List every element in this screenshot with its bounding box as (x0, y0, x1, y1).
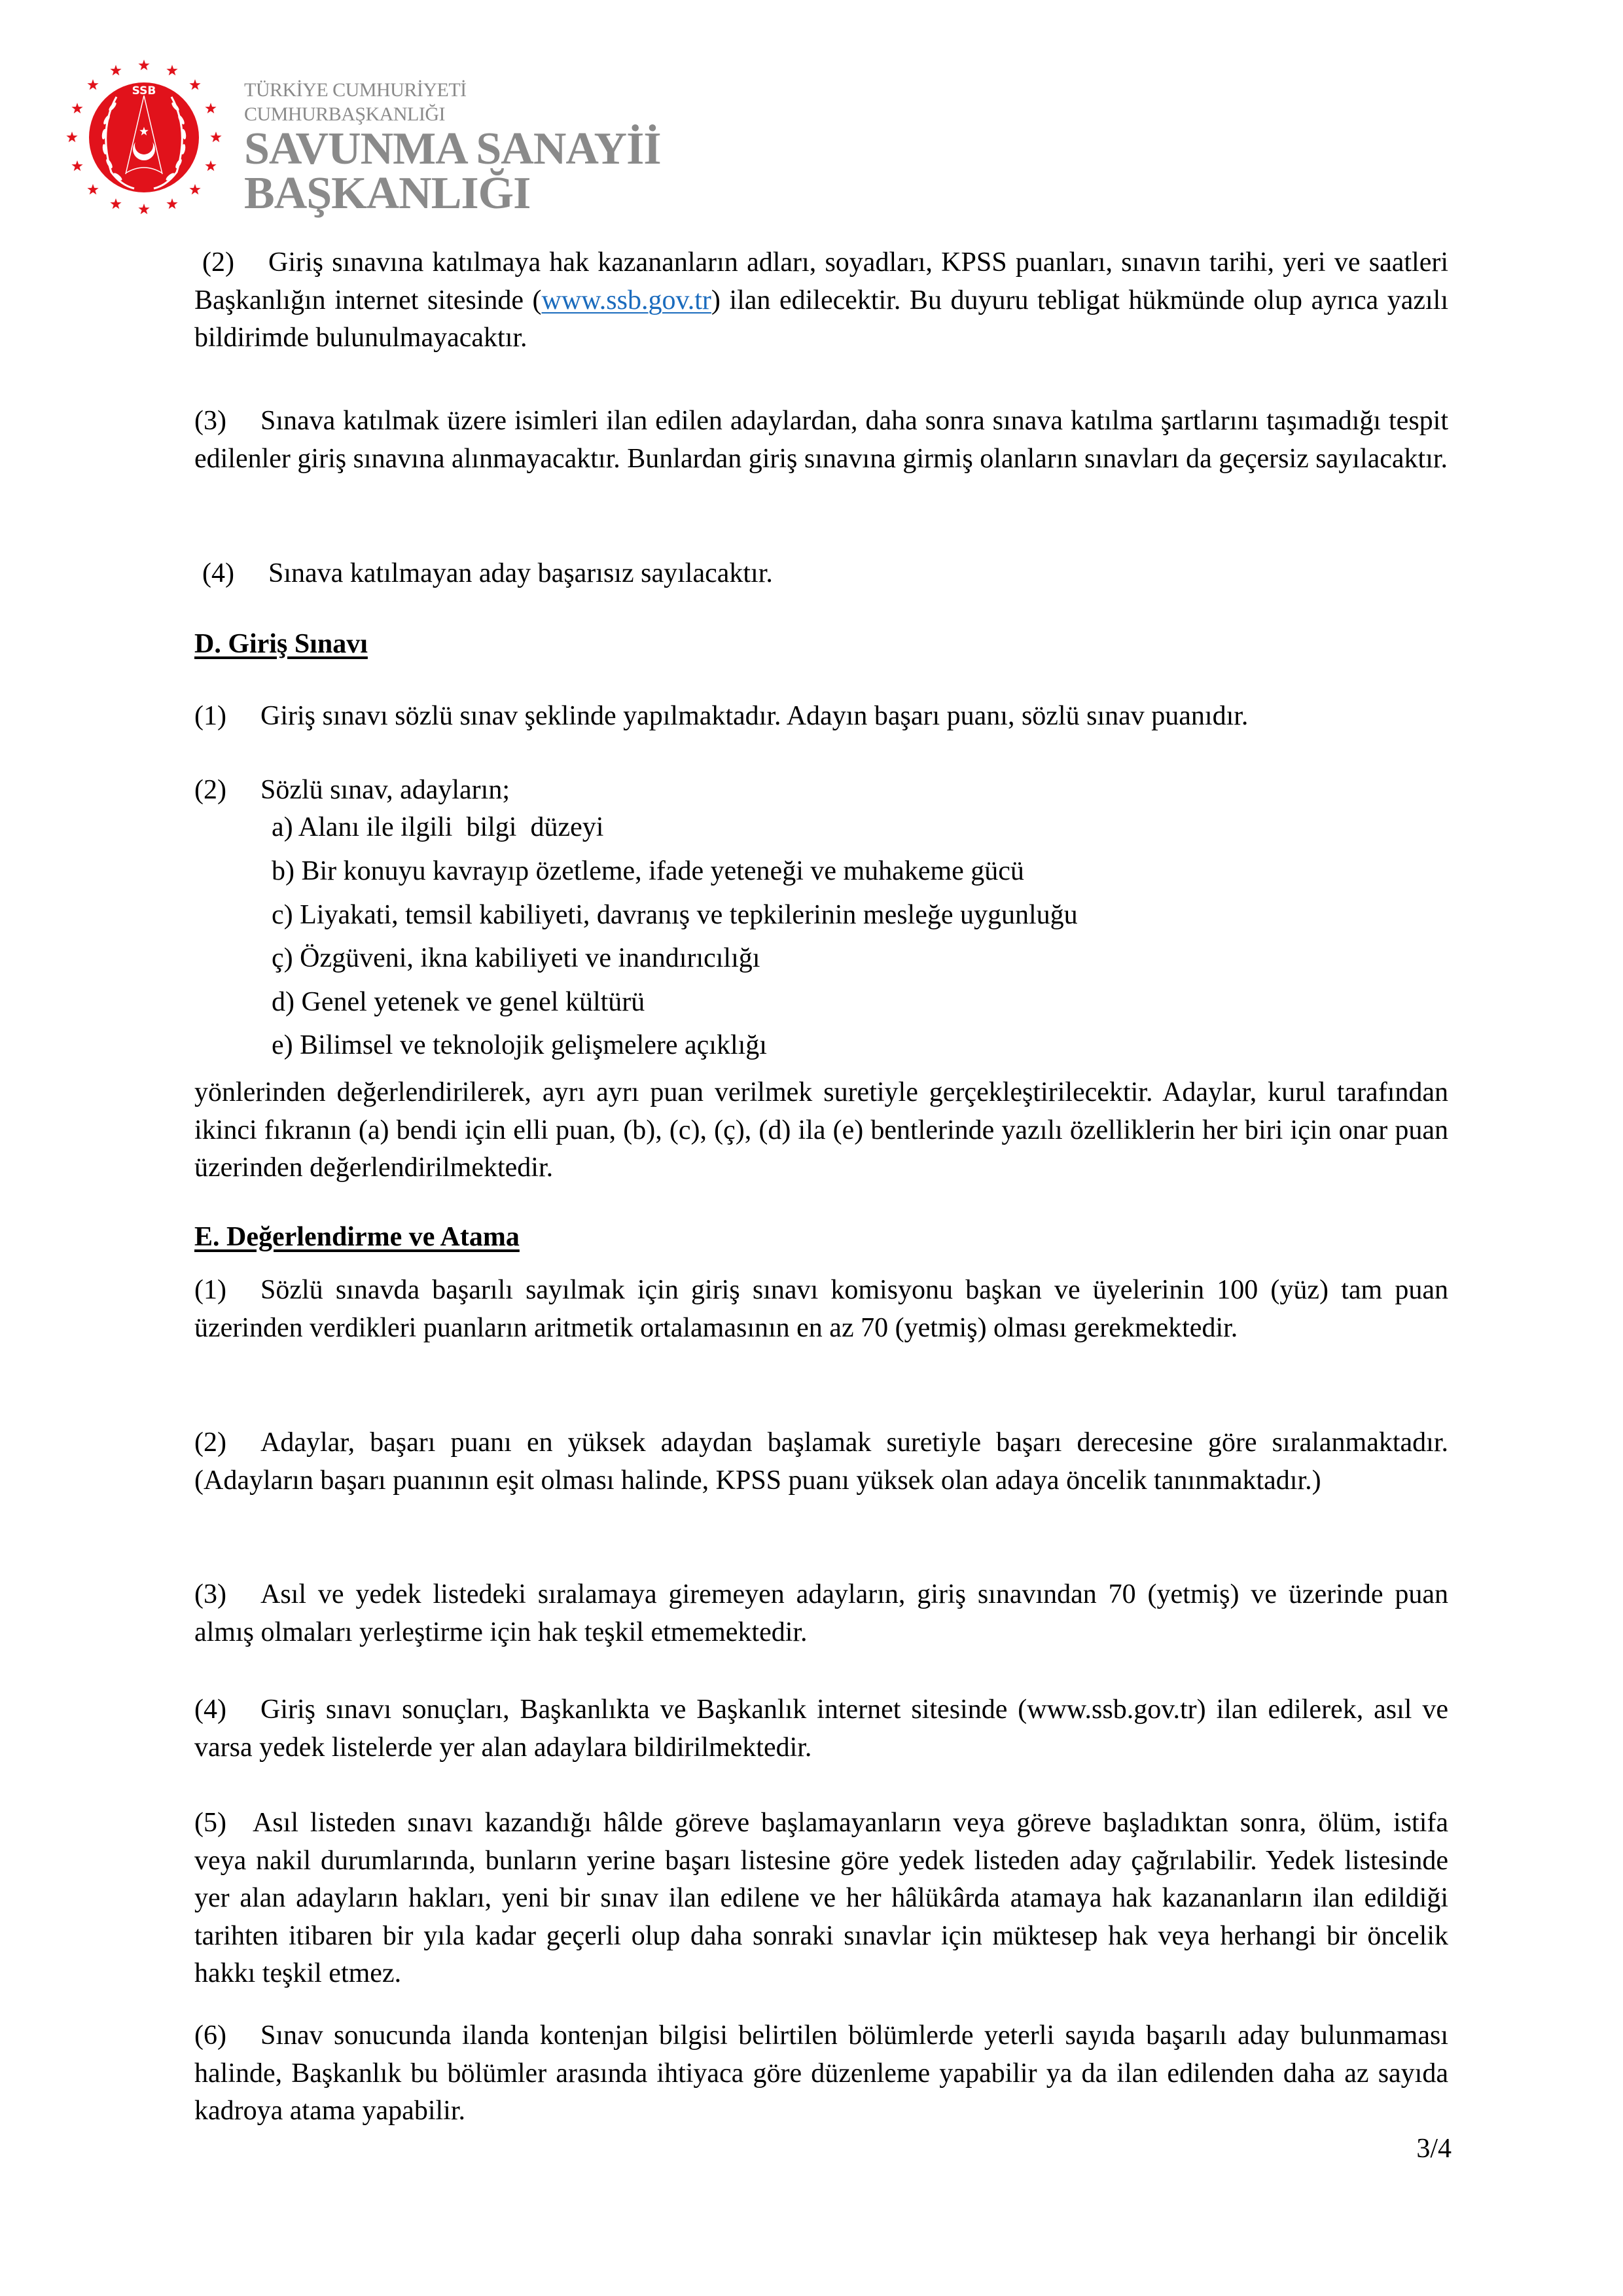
paragraph-number: (4) (202, 558, 234, 588)
paragraph-text: Giriş sınavı sonuçları, Başkanlıkta ve Başkanlık internet sitesinde (www.ssb.gov.tr) ilan edilerek, asıl ve varsa yedek listelerde yer alan adaylara bildirilmektedir. (194, 1695, 1448, 1763)
criteria-item-e: e) Bilimsel ve teknolojik gelişmelere açıklığı (272, 1030, 767, 1060)
ssb-emblem-icon (65, 58, 223, 215)
paragraph-d2-intro (194, 772, 1448, 810)
paragraph-number: (2) (194, 1427, 226, 1458)
paragraph-text: Asıl ve yedek listedeki sıralamaya giremeyen adayların, giriş sınavından 70 (yetmiş) ve üzerinde puan almış olmaları yerleştirme için hak teşkil etmemektedir. (194, 1579, 1448, 1647)
criteria-item-d: d) Genel yetenek ve genel kültürü (272, 987, 645, 1017)
org-line-presidency: CUMHURBAŞKANLIĞI (244, 103, 446, 125)
paragraph-text-tail: ) ilan edilecektir. Bu duyuru tebligat hükmünde olup ayrıca yazılı bildirimde bulunulmayacaktır. (194, 285, 1449, 353)
criteria-item-c: c) Liyakati, temsil kabiliyeti, davranış ve tepkilerinin mesleğe uygunluğu (272, 900, 1078, 930)
paragraph-number: (5) (194, 1808, 226, 1838)
paragraph-e1 (194, 1272, 1448, 1347)
org-line-name-2: BAŞKANLIĞI (244, 168, 531, 219)
paragraph-e5 (194, 1804, 1448, 1993)
org-line-country: TÜRKİYE CUMHURİYETİ (244, 79, 467, 101)
paragraph-e4 (194, 1691, 1448, 1767)
criteria-item-a: a) Alanı ile ilgili bilgi düzeyi (272, 812, 604, 842)
paragraph-text: Sözlü sınav, adayların; (260, 775, 510, 805)
paragraph-number: (2) (202, 247, 234, 278)
paragraph-text: Asıl listeden sınavı kazandığı hâlde göreve başlamayanların veya göreve başladıktan sonra, ölüm, istifa veya nakil durumlarında, bunların yerine başarı listesine göre yedek listeden aday çağrılabilir. Yedek listesinde yer alan adayların hakları, yeni bir sınav ilan edilene ve her hâlükârda atamaya hak kazananların ilan edildiği tarihten itibaren bir yıla kadar geçerli olup daha sonraki sınavlar için müktesep hak veya herhangi bir öncelik hakkı teşkil etmez. (194, 1808, 1448, 1988)
paragraph-number: (4) (194, 1695, 226, 1725)
org-line-name: SAVUNMA SANAYİİ (244, 124, 661, 174)
paragraph-number: (1) (194, 1275, 226, 1305)
paragraph-number: (3) (194, 1579, 226, 1609)
paragraph-d1 (194, 698, 1448, 736)
paragraph-e3 (194, 1576, 1448, 1651)
paragraph-text: Adaylar, başarı puanı en yüksek adaydan başlamak suretiyle başarı derecesine göre sıralanmaktadır. (Adayların başarı puanının eşit olması halinde, KPSS puanı yüksek olan adaya öncelik tanınmaktadır.) (194, 1427, 1448, 1496)
paragraph-e2 (194, 1424, 1448, 1499)
section-e-heading: E. Değerlendirme ve Atama (194, 1222, 520, 1252)
website-link[interactable]: www.ssb.gov.tr (541, 285, 711, 315)
section-d-heading: D. Giriş Sınavı (194, 629, 368, 659)
paragraph-text: Sözlü sınavda başarılı sayılmak için giriş sınavı komisyonu başkan ve üyelerinin 100 (yüz) tam puan üzerinden verdikleri puanların aritmetik ortalamasının en az 70 (yetmiş) olması gerekmektedir. (194, 1275, 1448, 1343)
paragraph-text: Sınav sonucunda ilanda kontenjan bilgisi belirtilen bölümlerde yeterli sayıda başarılı aday bulunmaması halinde, Başkanlık bu bölümler arasında ihtiyaca göre düzenleme yapabilir ya da ilan edilenden daha az sayıda kadroya atama yapabilir. (194, 2020, 1448, 2126)
paragraph-c2 (194, 244, 1448, 357)
criteria-item-c-cedilla: ç) Özgüveni, ikna kabiliyeti ve inandırıcılığı (272, 943, 760, 973)
paragraph-e6 (194, 2017, 1448, 2130)
paragraph-text: Sınava katılmayan aday başarısız sayılacaktır. (268, 558, 773, 588)
paragraph-c4 (194, 555, 1448, 593)
paragraph-number: (1) (194, 701, 226, 731)
paragraph-c3 (194, 403, 1448, 478)
paragraph-text: Sınava katılmak üzere isimleri ilan edilen adaylardan, daha sonra sınava katılma şartlarını taşımadığı tespit edilenler giriş sınavına alınmayacaktır. Bunlardan giriş sınavına girmiş olanların sınavları da geçersiz sayılacaktır. (194, 406, 1448, 474)
svg-text:SSB: SSB (132, 84, 156, 98)
paragraph-number: (2) (194, 775, 226, 805)
criteria-item-b: b) Bir konuyu kavrayıp özetleme, ifade yeteneği ve muhakeme gücü (272, 856, 1024, 886)
page-number: 3/4 (1416, 2134, 1452, 2164)
paragraph-number: (3) (194, 406, 226, 436)
paragraph-text: Giriş sınavına katılmaya hak kazananların adları, soyadları, KPSS puanları, sınavın tarihi, yeri ve saatleri Başkanlığın internet sitesinde ( (194, 247, 1448, 315)
paragraph-number: (6) (194, 2020, 226, 2051)
paragraph-text: Giriş sınavı sözlü sınav şeklinde yapılmaktadır. Adayın başarı puanı, sözlü sınav puanıdır. (260, 701, 1249, 731)
paragraph-d2-closing: yönlerinden değerlendirilerek, ayrı ayrı puan verilmek suretiyle gerçekleştirilecektir. Adaylar, kurul tarafından ikinci fıkranın (a) bendi için elli puan, (b), (c), (ç), (d) ila (e) bentlerinde yazılı özelliklerin her biri için onar puan üzerinden değerlendirilmektedir. (194, 1077, 1448, 1183)
